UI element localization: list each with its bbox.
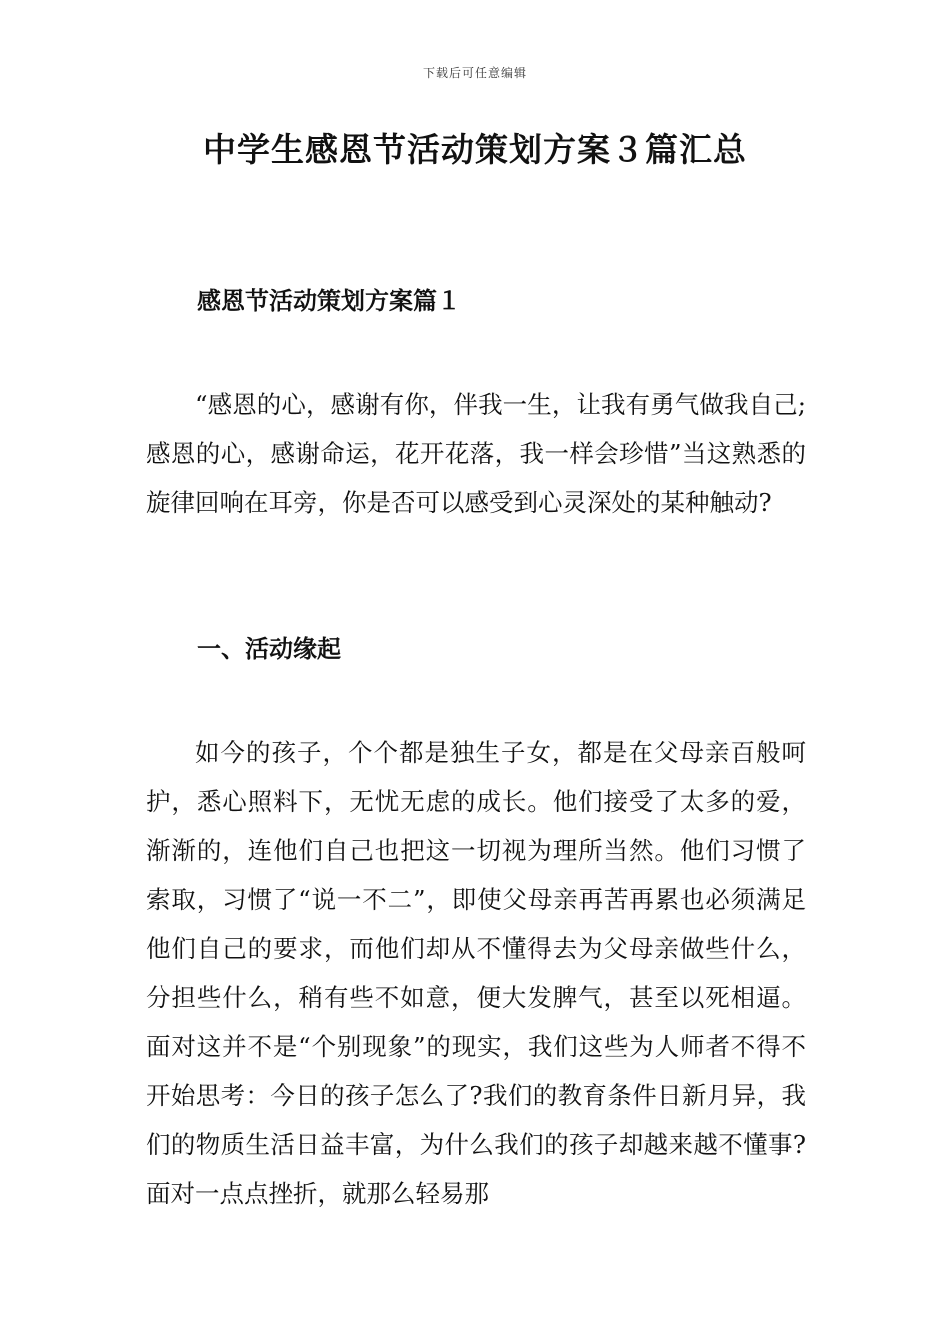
body-paragraph: 如今的孩子，个个都是独生子女，都是在父母亲百般呵护，悉心照料下，无忧无虑的成长。他们接受了太多的爱，渐渐的，连他们自己也把这一切视为理所当然。他们习惯了索取，习惯了“说一不二”，即使父母亲再苦再累也必须满足他们自己的要求，而他们却从不懂得去为父母亲做些什么，分担些什么，稍有些不如意，便大发脾气，甚至以死相逼。面对这并不是“个别现象”的现实，我们这些为人师者不得不开始思考：今日的孩子怎么了?我们的教育条件日新月异，我们的物质生活日益丰富，为什么我们的孩子却越来越不懂事?面对一点点挫折，就那么轻易那 bbox=[146, 738, 806, 1208]
part-heading: 感恩节活动策划方案篇１ bbox=[197, 286, 461, 315]
intro-paragraph: “感恩的心，感谢有你，伴我一生，让我有勇气做我自己;感恩的心，感谢命运，花开花落，我一样会珍惜”当这熟悉的旋律回响在耳旁，你是否可以感受到心灵深处的某种触动? bbox=[146, 390, 806, 517]
document-title: 中学生感恩节活动策划方案３篇汇总 bbox=[203, 130, 747, 169]
section-heading-origin: 一、活动缘起 bbox=[197, 634, 341, 663]
header-note: 下载后可任意编辑 bbox=[422, 66, 527, 80]
